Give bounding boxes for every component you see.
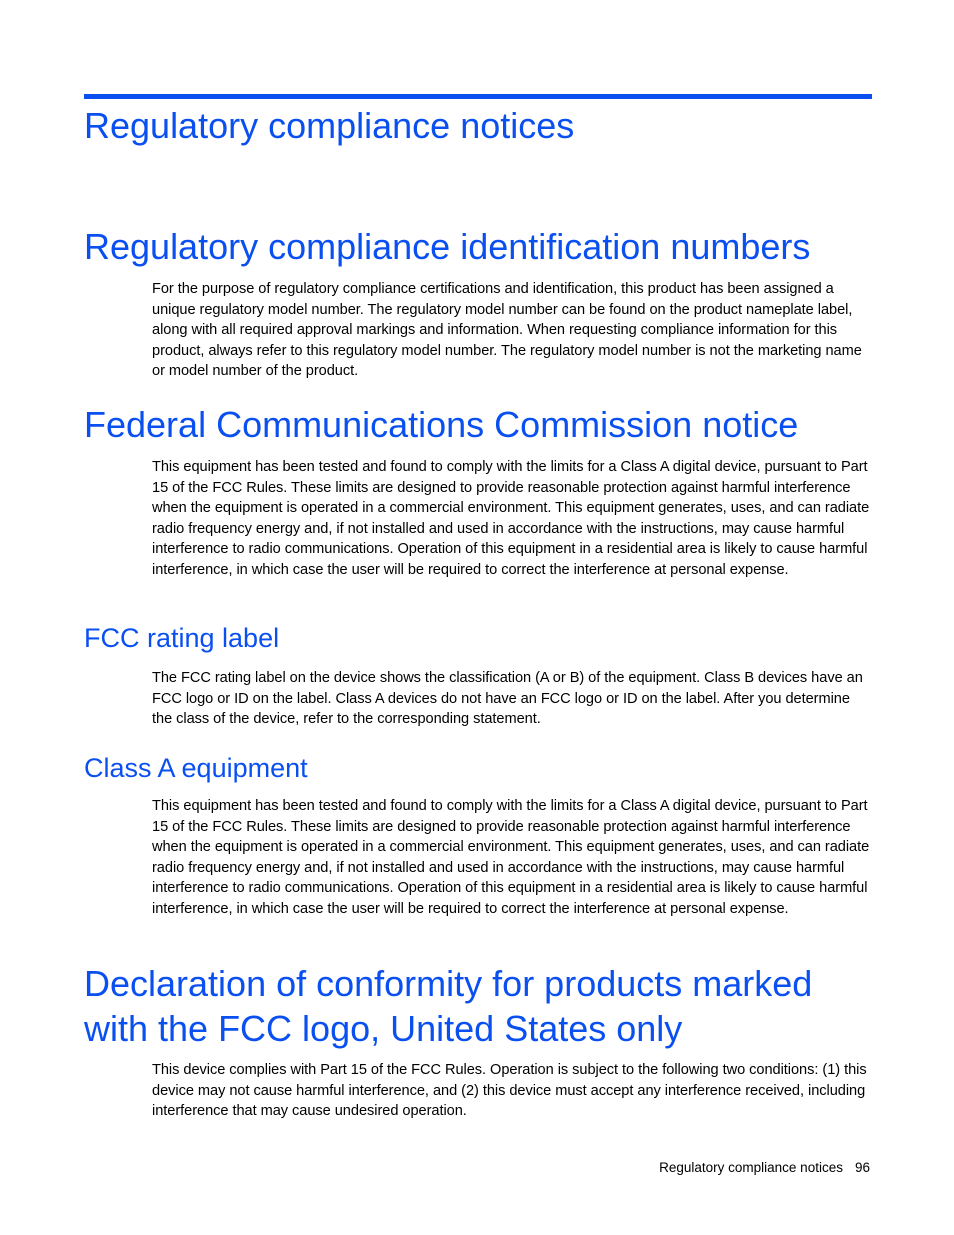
section-title-declaration: Declaration of conformity for products marked with the FCC logo, United States only: [84, 963, 813, 1049]
section-body-identification: For the purpose of regulatory compliance certifications and identification, this product has been assigned a unique regulatory model number. The regulatory model number can be found on the product nameplate label, along with all required approval markings and information. When requesting compliance information for this product, always refer to this regulatory model number. The regulatory model number is not the marketing name or model number of the product.: [152, 281, 862, 380]
subsection-body-fcc-rating-label: The FCC rating label on the device shows the classification (A or B) of the equipment. Class B devices have an FCC logo or ID on the label. Class A devices do not have an FCC logo or ID on the label. After you determine the class of the device, refer to the corresponding statement.: [152, 670, 863, 728]
section-body-fcc-notice: This equipment has been tested and found to comply with the limits for a Class A digital device, pursuant to Part 15 of the FCC Rules. These limits are designed to provide reasonable protection against harmful interference when the equipment is operated in a commercial environment. This equipment generates, uses, and can radiate radio frequency energy and, if not installed and used in accordance with the instructions, may cause harmful interference to radio communications. Operation of this equipment in a residential area is likely to cause harmful interference, in which case the user will be required to correct the interference at personal expense.: [152, 459, 870, 578]
page-footer: [659, 1158, 870, 1178]
subsection-body-class-a: This equipment has been tested and found to comply with the limits for a Class A digital device, pursuant to Part 15 of the FCC Rules. These limits are designed to provide reasonable protection against harmful interference when the equipment is operated in a commercial environment. This equipment generates, uses, and can radiate radio frequency energy and, if not installed and used in accordance with the instructions, may cause harmful interference to radio communications. Operation of this equipment in a residential area is likely to cause harmful interference, in which case the user will be required to correct the interference at personal expense.: [152, 798, 870, 917]
section-title-fcc-notice: Federal Communications Commission notice: [84, 404, 799, 445]
subsection-title-class-a: Class A equipment: [84, 753, 308, 783]
header-rule: [84, 94, 872, 99]
section-title-identification: Regulatory compliance identification numbers: [84, 226, 811, 267]
footer-page-number: 96: [854, 1160, 870, 1175]
section-body-declaration: This device complies with Part 15 of the FCC Rules. Operation is subject to the following two conditions: (1) this device may not cause harmful interference, and (2) this device must accept any interference received, including interference that may cause undesired operation.: [152, 1062, 867, 1120]
footer-section-name: Regulatory compliance notices: [659, 1160, 843, 1175]
subsection-title-fcc-rating-label: FCC rating label: [84, 623, 280, 653]
page-title: Regulatory compliance notices: [84, 105, 575, 146]
